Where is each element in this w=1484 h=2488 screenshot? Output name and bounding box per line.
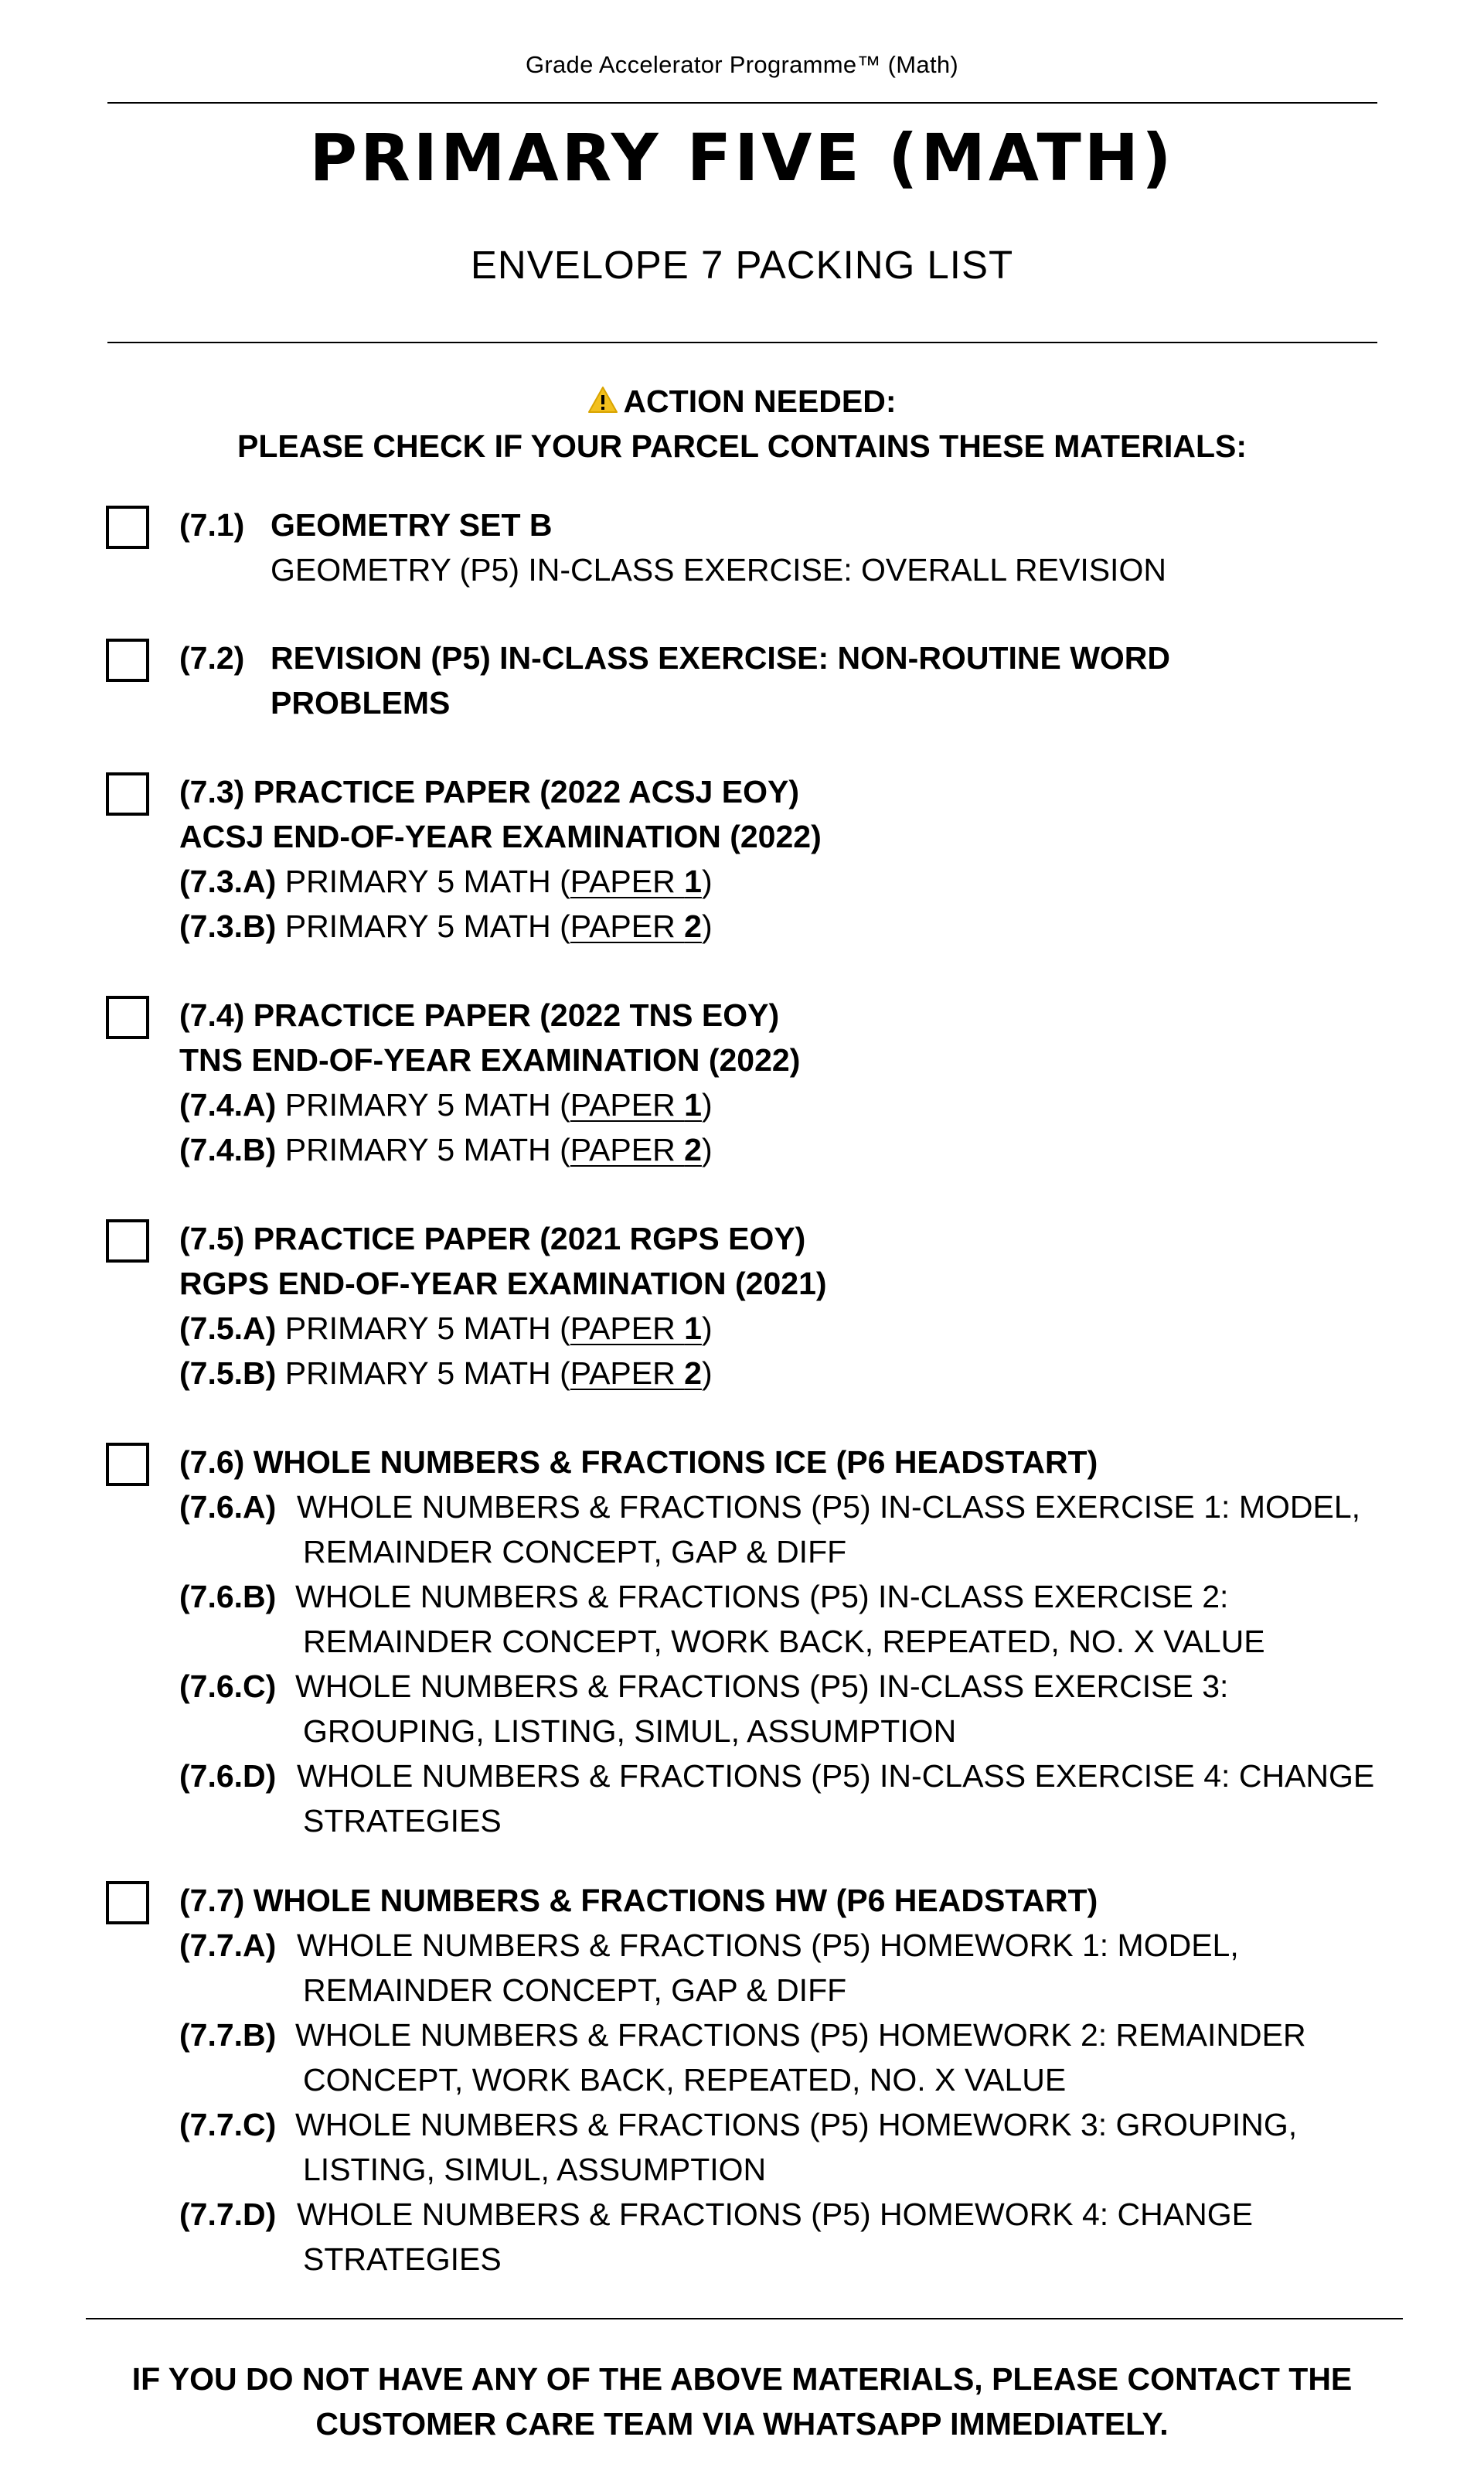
sub-item-7-5-b: (7.5.B) PRIMARY 5 MATH (PAPER 2) xyxy=(179,1355,713,1391)
sub-item-text-continued: REMAINDER CONCEPT, GAP & DIFF xyxy=(303,1534,847,1569)
checkbox-7-3[interactable] xyxy=(106,772,149,816)
item-title: (7.4) PRACTICE PAPER (2022 TNS EOY) xyxy=(179,997,780,1033)
item-code: (7.1) xyxy=(179,507,245,543)
checkbox-7-4[interactable] xyxy=(106,996,149,1039)
footer-line: CUSTOMER CARE TEAM VIA WHATSAPP IMMEDIATELY. xyxy=(315,2406,1169,2442)
action-heading: ACTION NEEDED: xyxy=(0,379,1484,424)
page-title: PRIMARY FIVE (MATH) xyxy=(309,120,1175,196)
sub-item-text: WHOLE NUMBERS & FRACTIONS (P5) IN-CLASS EXERCISE 3: xyxy=(295,1668,1229,1704)
sub-item-code: (7.6.C) xyxy=(179,1668,277,1704)
item-subtitle: ACSJ END-OF-YEAR EXAMINATION (2022) xyxy=(179,819,822,854)
sub-item-code: (7.7.B) xyxy=(179,2017,277,2053)
checkbox-7-7[interactable] xyxy=(106,1881,149,1924)
sub-item-text-continued: GROUPING, LISTING, SIMUL, ASSUMPTION xyxy=(303,1713,957,1749)
item-subtitle: RGPS END-OF-YEAR EXAMINATION (2021) xyxy=(179,1266,827,1301)
top-divider xyxy=(107,102,1377,104)
sub-item-7-3-a: (7.3.A) PRIMARY 5 MATH (PAPER 1) xyxy=(179,864,713,899)
item-subtitle: TNS END-OF-YEAR EXAMINATION (2022) xyxy=(179,1042,801,1078)
item-title: (7.6) WHOLE NUMBERS & FRACTIONS ICE (P6 HEADSTART) xyxy=(179,1444,1098,1480)
sub-item-text: WHOLE NUMBERS & FRACTIONS (P5) IN-CLASS EXERCISE 1: MODEL, xyxy=(297,1489,1361,1525)
sub-item-text-continued: CONCEPT, WORK BACK, REPEATED, NO. X VALUE xyxy=(303,2062,1067,2098)
program-header: Grade Accelerator Programme™ (Math) xyxy=(525,51,959,78)
sub-item-7-4-b: (7.4.B) PRIMARY 5 MATH (PAPER 2) xyxy=(179,1132,713,1167)
sub-item-7-4-a: (7.4.A) PRIMARY 5 MATH (PAPER 1) xyxy=(179,1087,713,1123)
item-description: GEOMETRY (P5) IN-CLASS EXERCISE: OVERALL REVISION xyxy=(271,552,1166,588)
page-subtitle: ENVELOPE 7 PACKING LIST xyxy=(470,243,1014,287)
sub-item-text: WHOLE NUMBERS & FRACTIONS (P5) HOMEWORK 1: MODEL, xyxy=(297,1927,1239,1963)
sub-item-code: (7.7.D) xyxy=(179,2197,277,2232)
sub-item-code: (7.7.A) xyxy=(179,1927,277,1963)
item-title: (7.5) PRACTICE PAPER (2021 RGPS EOY) xyxy=(179,1221,806,1256)
checkbox-7-5[interactable] xyxy=(106,1219,149,1263)
checkbox-7-2[interactable] xyxy=(106,639,149,682)
sub-item-text-continued: REMAINDER CONCEPT, GAP & DIFF xyxy=(303,1972,847,2008)
item-code: (7.2) xyxy=(179,640,245,676)
sub-item-text: WHOLE NUMBERS & FRACTIONS (P5) HOMEWORK 3: GROUPING, xyxy=(295,2107,1298,2142)
checkbox-7-1[interactable] xyxy=(106,506,149,549)
sub-item-text-continued: STRATEGIES xyxy=(303,1803,502,1839)
item-title: (7.3) PRACTICE PAPER (2022 ACSJ EOY) xyxy=(179,774,799,809)
sub-item-text: WHOLE NUMBERS & FRACTIONS (P5) IN-CLASS EXERCISE 2: xyxy=(295,1579,1229,1614)
sub-item-code: (7.6.A) xyxy=(179,1489,277,1525)
action-notice xyxy=(0,379,1484,469)
sub-item-code: (7.6.B) xyxy=(179,1579,277,1614)
sub-item-7-5-a: (7.5.A) PRIMARY 5 MATH (PAPER 1) xyxy=(179,1310,713,1346)
item-title: REVISION (P5) IN-CLASS EXERCISE: NON-ROUTINE WORD xyxy=(271,640,1171,676)
warning-icon xyxy=(587,386,618,414)
item-title: GEOMETRY SET B xyxy=(271,507,553,543)
sub-item-text-continued: REMAINDER CONCEPT, WORK BACK, REPEATED, NO. X VALUE xyxy=(303,1624,1265,1659)
header-divider xyxy=(107,342,1377,343)
sub-item-text: WHOLE NUMBERS & FRACTIONS (P5) HOMEWORK 2: REMAINDER xyxy=(295,2017,1306,2053)
sub-item-text: WHOLE NUMBERS & FRACTIONS (P5) HOMEWORK 4: CHANGE xyxy=(297,2197,1253,2232)
checkbox-7-6[interactable] xyxy=(106,1443,149,1486)
action-instruction: PLEASE CHECK IF YOUR PARCEL CONTAINS THESE MATERIALS: xyxy=(237,428,1247,464)
sub-item-code: (7.7.C) xyxy=(179,2107,277,2142)
item-title-continued: PROBLEMS xyxy=(271,685,451,721)
item-title: (7.7) WHOLE NUMBERS & FRACTIONS HW (P6 HEADSTART) xyxy=(179,1883,1098,1918)
footer-notice xyxy=(0,2357,1484,2446)
sub-item-text: WHOLE NUMBERS & FRACTIONS (P5) IN-CLASS EXERCISE 4: CHANGE xyxy=(297,1758,1375,1794)
sub-item-code: (7.6.D) xyxy=(179,1758,277,1794)
sub-item-text-continued: STRATEGIES xyxy=(303,2241,502,2277)
footer-line: IF YOU DO NOT HAVE ANY OF THE ABOVE MATERIALS, PLEASE CONTACT THE xyxy=(131,2361,1353,2397)
sub-item-text-continued: LISTING, SIMUL, ASSUMPTION xyxy=(303,2152,767,2187)
footer-divider xyxy=(86,2318,1403,2319)
sub-item-7-3-b: (7.3.B) PRIMARY 5 MATH (PAPER 2) xyxy=(179,908,713,944)
